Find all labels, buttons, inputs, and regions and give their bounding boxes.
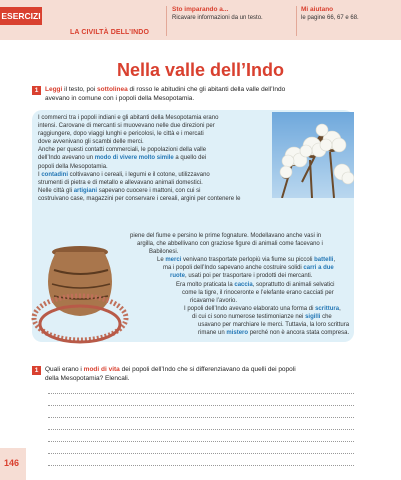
instruction-text: di rosso le abitudini che gli abitanti della valle dell’Indo [127,86,286,93]
text-line: come la tigre, il rinoceronte e l’elefante erano cacciati per [182,289,334,296]
text-line: I contadini coltivavano i cereali, i legumi e il cotone, utilizzavano [38,171,210,178]
header-divider [296,6,297,36]
text-line: ricavarne l’avorio. [190,297,238,304]
text-line: intensi. Carovane di mercanti si muovevano nelle due direzioni per [38,123,215,130]
answer-line[interactable] [48,429,354,430]
cotton-photo [272,112,354,198]
instruction-line: avevano in comune con i popoli della Mesopotamia. [45,94,195,102]
exercise-instruction [45,86,365,103]
learning-title: Sto imparando a... [172,6,229,13]
answer-line[interactable] [48,417,354,418]
keyword: modi di vita [83,366,120,373]
question-line: della Mesopotamia? Elencali. [45,374,130,382]
answer-line[interactable] [48,405,354,406]
text-line: Era molto praticata la caccia, soprattutto di animali selvatici [176,281,335,288]
text-line: I commerci tra i popoli indiani e gli abitanti della Mesopotamia erano [38,115,219,121]
highlight: mistero [226,330,249,337]
page-number: 146 [4,458,20,468]
text-line: argilla, che abbellivano con graziose figure di animali come facevano i [137,241,323,248]
highlight: battelli [314,257,334,264]
help-text: le pagine 66, 67 e 68. [301,15,359,21]
exercises-tag: ESERCIZI [0,7,42,25]
text-line: popoli della Mesopotamia. [38,163,108,170]
exercise-number: 1 [32,366,41,375]
text-line: usavano per marchiare le merci. Tuttavia, la loro scrittura [198,322,350,329]
instruction-line [45,86,365,95]
exercise-number: 1 [32,86,41,95]
text-line: I popoli dell’Indo avevano elaborato una forma di scrittura, [184,305,341,312]
answer-line[interactable] [48,441,354,442]
question-line: Quali erano i modi di vita dei popoli dell’Indo che si differenziavano da quelli dei popoli [45,366,296,373]
highlight: contadini [41,171,69,178]
answer-line[interactable] [48,453,354,454]
text-line: piene del fiume e persino le prime fognature. Modellavano anche vasi in [130,233,322,239]
reading-text [38,114,268,203]
highlight: caccia [234,281,253,288]
highlight: ruote [170,273,185,280]
instruction-text: il testo, poi [62,86,98,93]
text-line: Nelle città gli artigiani sapevano cuocere i mattoni, con cui si [38,187,201,194]
answer-line[interactable] [48,393,354,394]
section-title: LA CIVILTÀ DELL’INDO [70,29,149,36]
highlight: merci [165,257,182,264]
text-line: rimane un mistero perché non è ancora stata compresa. [198,330,350,337]
highlight: artigiani [73,187,98,194]
highlight: modo di vivere molto simile [94,155,174,162]
highlight: carri a due [303,265,334,272]
text-line: Le merci venivano trasportate perlopiù via fiume su piccoli battelli, [157,257,336,264]
text-line: ma i popoli dell’Indo sapevano anche costruire solidi carri a due [163,265,334,272]
reading-text-lower [124,232,354,337]
answer-line[interactable] [48,465,354,466]
header-bar [0,0,401,40]
page-title: Nella valle dell’Indo [116,60,285,80]
learning-text: Ricavare informazioni da un testo. [172,15,263,21]
text-line: Anche per questi contatti commerciali, le popolazioni della valle [38,147,207,154]
highlight: scrittura [315,305,340,312]
help-title: Mi aiutano [301,6,334,13]
highlight: sigilli [305,313,321,320]
keyword: sottolinea [97,86,128,93]
exercise-question [45,366,365,383]
vase-and-necklace-photo [30,244,130,356]
text-line: strumenti di pietra e di metallo e allevavano animali domestici. [38,179,203,186]
header-divider [166,6,167,36]
text-line: dove avvenivano gli scambi delle merci. [38,139,144,146]
text-line: costruivano case, magazzini per conservare i cereali, argini per contenere le [38,195,241,202]
keyword: Leggi [45,86,63,93]
text-line: di cui ci sono numerose testimonianze nei sigilli che [192,313,332,320]
text-line: raggiungere, dopo viaggi lunghi e pericolosi, le città e i mercati [38,131,204,138]
text-line: Babilonesi. [149,249,179,256]
page-number-tab [0,448,26,480]
text-line: dell’Indo avevano un modo di vivere molto simile a quello dei [38,155,207,162]
text-line: ruote, usati poi per trasportare i prodotti dei mercanti. [170,273,313,280]
